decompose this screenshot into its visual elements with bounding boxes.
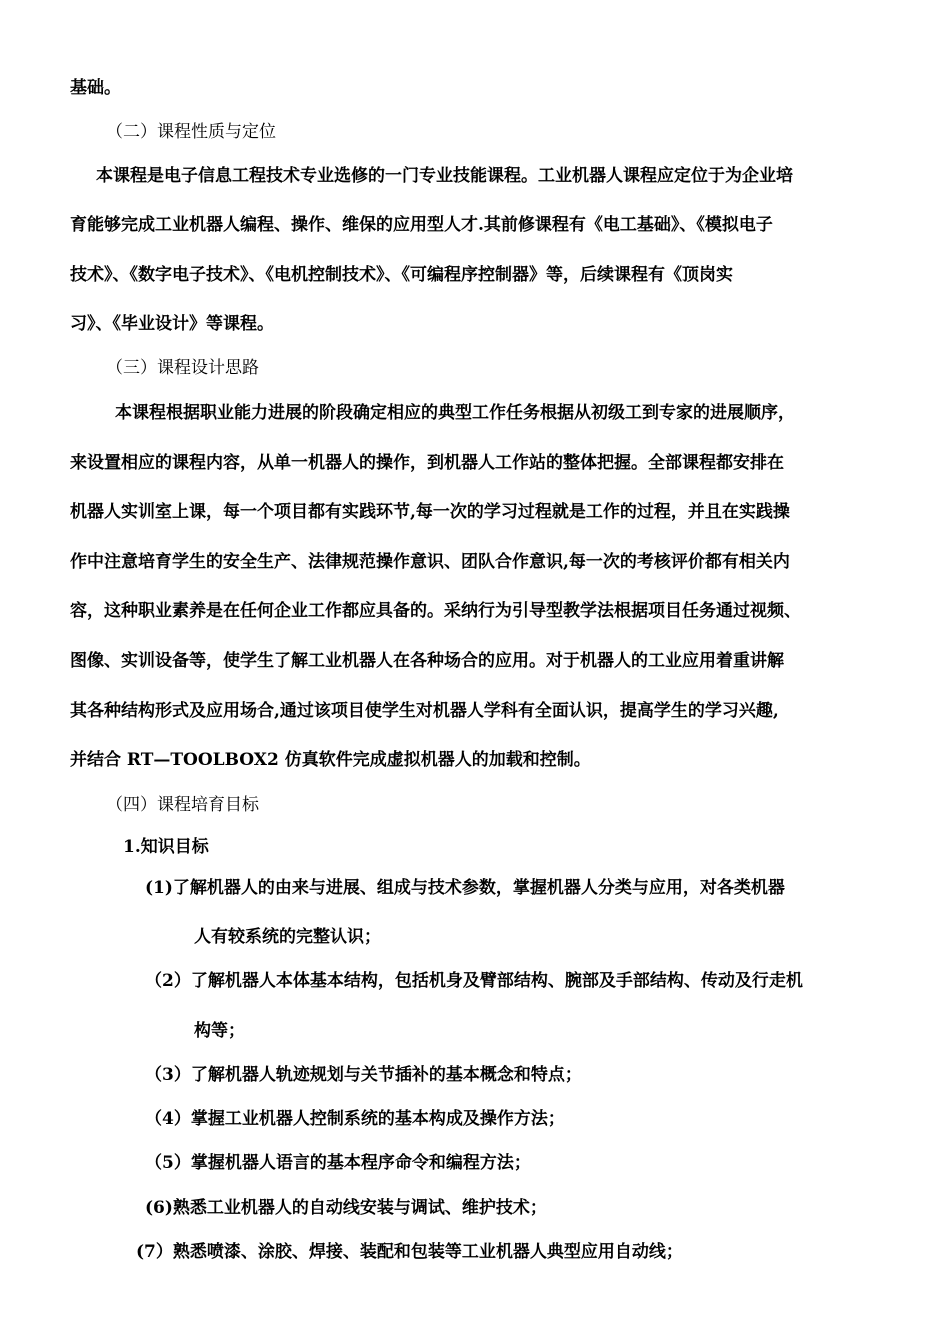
paragraph-line: 本课程根据职业能力进展的阶段确定相应的典型工作任务根据从初级工到专家的进展顺序， (115, 403, 795, 423)
goal-item-continuation: 构等； (194, 1021, 245, 1041)
paragraph-line: 技术》、《数字电子技术》、《电机控制技术》、《可编程序控制器》等，后续课程有《顶岗实 (70, 265, 733, 285)
paragraph-line: 习》、《毕业设计》等课程。 (70, 314, 274, 334)
goal-item: （2）了解机器人本体基本结构，包括机身及臂部结构、腕部及手部结构、传动及行走机 (145, 971, 803, 991)
section-heading-goals: （四）课程培育目标 (106, 795, 259, 815)
goal-item-continuation: 人有较系统的完整认识； (194, 927, 381, 947)
goal-item: （3）了解机器人轨迹规划与关节插补的基本概念和特点； (145, 1065, 582, 1085)
paragraph-line: 机器人实训室上课，每一个项目都有实践环节,每一次的学习过程就是工作的过程，并且在实践操 (70, 502, 790, 522)
goal-item: (1)了解机器人的由来与进展、组成与技术参数，掌握机器人分类与应用，对各类机器 (145, 878, 785, 898)
paragraph-line: 其各种结构形式及应用场合,通过该项目使学生对机器人学科有全面认识，提高学生的学习兴趣, (70, 701, 779, 721)
paragraph-line: 作中注意培育学生的安全生产、法律规范操作意识、团队合作意识,每一次的考核评价都有相关内 (70, 552, 790, 572)
goal-item: (7）熟悉喷漆、涂胶、焊接、装配和包装等工业机器人典型应用自动线； (136, 1242, 683, 1262)
intro-tail-text: 基础。 (70, 78, 121, 98)
subheading-knowledge-goals: 1.知识目标 (123, 837, 209, 857)
section-heading-design: （三）课程设计思路 (106, 358, 259, 378)
paragraph-line: 来设置相应的课程内容，从单一机器人的操作，到机器人工作站的整体把握。全部课程都安排在 (70, 453, 784, 473)
paragraph-line: 容，这种职业素养是在任何企业工作都应具备的。采纳行为引导型教学法根据项目任务通过视频、 (70, 601, 801, 621)
goal-item: （5）掌握机器人语言的基本程序命令和编程方法； (145, 1153, 531, 1173)
paragraph-line: 本课程是电子信息工程技术专业选修的一门专业技能课程。工业机器人课程应定位于为企业培 (96, 166, 793, 186)
goal-item: (6)熟悉工业机器人的自动线安装与调试、维护技术； (145, 1198, 547, 1218)
paragraph-line: 并结合 RT—TOOLBOX2 仿真软件完成虚拟机器人的加载和控制。 (70, 750, 591, 770)
paragraph-line: 图像、实训设备等，使学生了解工业机器人在各种场合的应用。对于机器人的工业应用着重讲解 (70, 651, 784, 671)
paragraph-line: 育能够完成工业机器人编程、操作、维保的应用型人才.其前修课程有《电工基础》、《模拟电子 (70, 215, 773, 235)
section-heading-nature: （二）课程性质与定位 (106, 122, 276, 142)
goal-item: （4）掌握工业机器人控制系统的基本构成及操作方法； (145, 1109, 565, 1129)
